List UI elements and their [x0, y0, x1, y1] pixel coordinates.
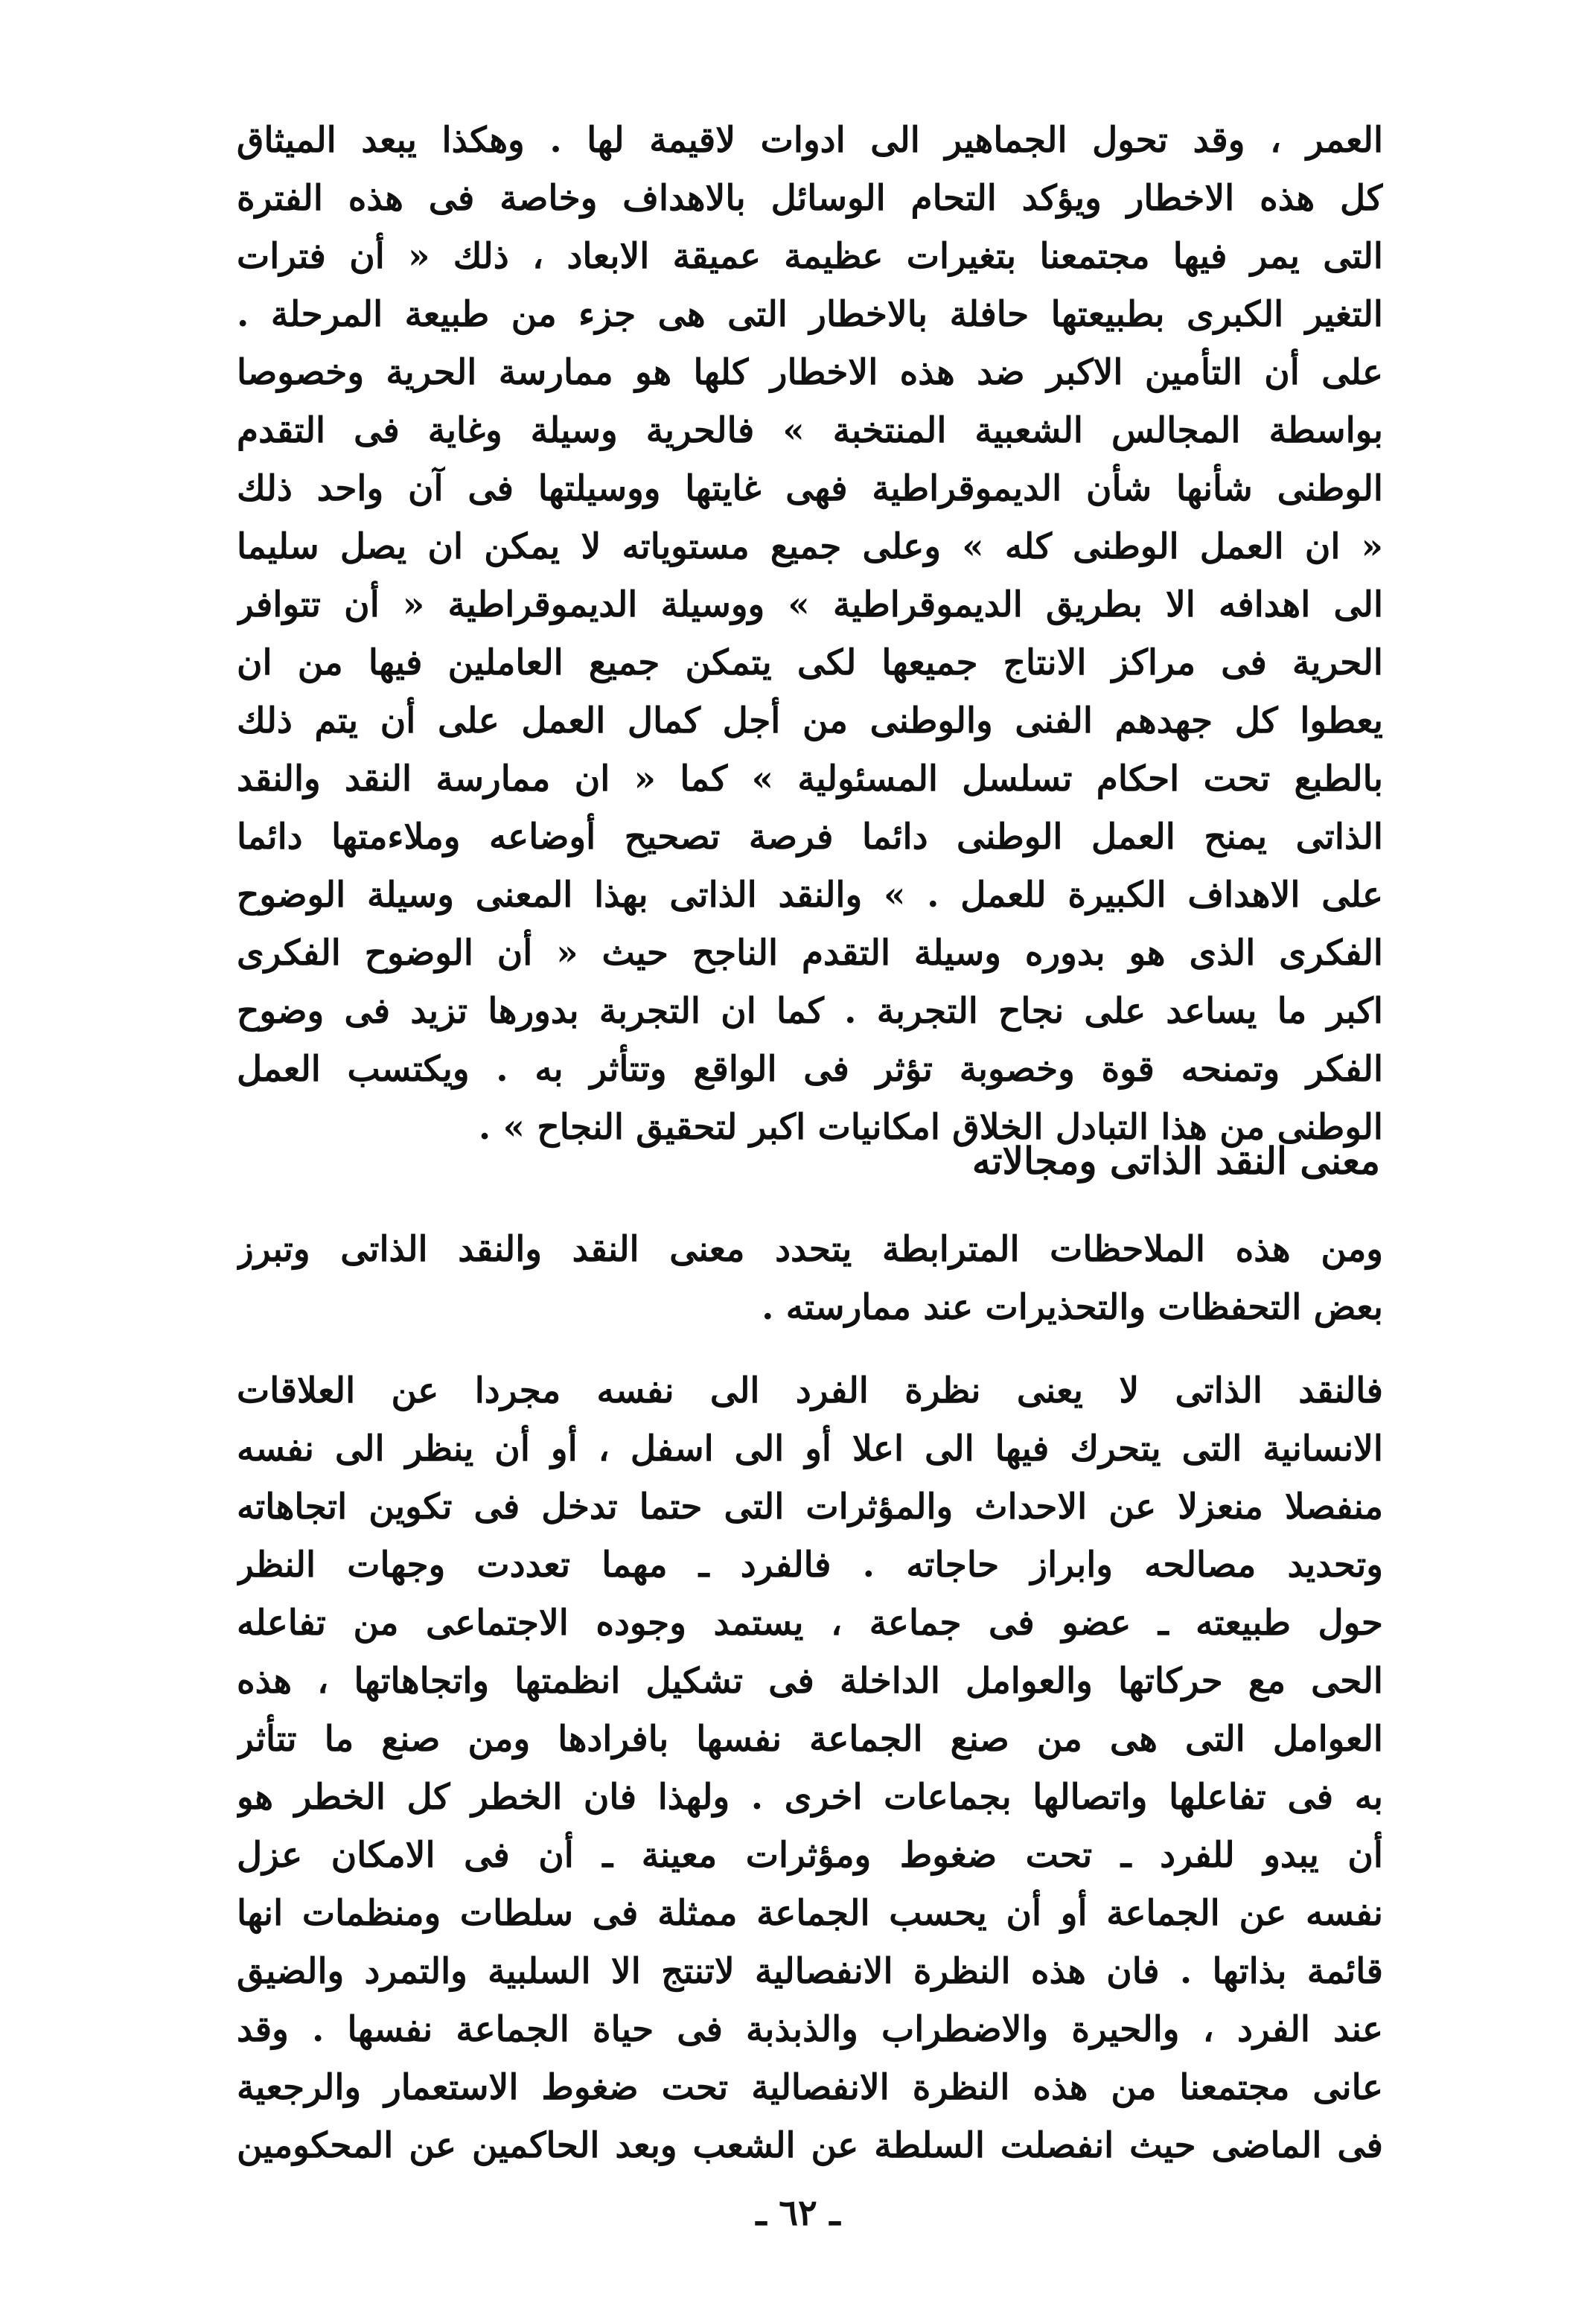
text-line: قائمة بذاتها . فان هذه النظرة الانفصالية لاتنتج الا السلبية والتمرد والضيق [237, 1951, 1383, 1992]
text-line: الفكر وتمنحه قوة وخصوبة تؤثر فى الواقع وتتأثر به . ويكتسب العمل [237, 1049, 1383, 1090]
text-line: العمر ، وقد تحول الجماهير الى ادوات لاقيمة لها . وهكذا يبعد الميثاق [237, 120, 1383, 161]
text-line: فى الماضى حيث انفصلت السلطة عن الشعب وبعد الحاكمين عن المحكومين [237, 2125, 1383, 2166]
text-line: كل هذه الاخطار ويؤكد التحام الوسائل بالاهداف وخاصة فى هذه الفترة [237, 178, 1383, 219]
text-line: العوامل التى هى من صنع الجماعة نفسها بافرادها ومن صنع ما تتأثر [237, 1719, 1383, 1760]
text-line: الوطنى شأنها شأن الديموقراطية فهى غايتها ووسيلتها فى آن واحد ذلك [237, 468, 1383, 509]
paragraph-middle [237, 1221, 1383, 1337]
text-line: الوطنى من هذا التبادل الخلاق امكانيات اكبر لتحقيق النجاح » . [478, 1107, 1383, 1148]
text-line: التغير الكبرى بطبيعتها حافلة بالاخطار التى هى جزء من طبيعة المرحلة . [237, 294, 1383, 335]
text-line: التى يمر فيها مجتمعنا بتغيرات عظيمة عميقة الابعاد ، ذلك « أن فترات [237, 236, 1383, 277]
text-line: منفصلا منعزلا عن الاحداث والمؤثرات التى حتما تدخل فى تكوين اتجاهاته [237, 1486, 1383, 1527]
text-line: وتحديد مصالحه وابراز حاجاته . فالفرد ـ مهما تعددت وجهات النظر [237, 1545, 1383, 1585]
text-line: الانسانية التى يتحرك فيها الى اعلا أو الى اسفل ، أو أن ينظر الى نفسه [237, 1428, 1383, 1469]
text-line: به فى تفاعلها واتصالها بجماعات اخرى . ولهذا فان الخطر كل الخطر هو [237, 1777, 1383, 1818]
text-line: الحرية فى مراكز الانتاج جميعها لكى يتمكن جميع العاملين فيها من ان [237, 642, 1383, 683]
text-line: الذاتى يمنح العمل الوطنى دائما فرصة تصحيح أوضاعه وملاءمتها دائما [237, 817, 1383, 858]
text-line: اكبر ما يساعد على نجاح التجربة . كما ان التجربة بدورها تزيد فى وضوح [237, 991, 1383, 1032]
text-line: عانى مجتمعنا من هذه النظرة الانفصالية تحت ضغوط الاستعمار والرجعية [237, 2067, 1383, 2108]
text-line: الفكرى الذى هو بدوره وسيلة التقدم الناجح حيث « أن الوضوح الفكرى [237, 933, 1383, 974]
paragraph-bottom [237, 1362, 1383, 2175]
text-line: « ان العمل الوطنى كله » وعلى جميع مستوياته لا يمكن ان يصل سليما [237, 526, 1383, 567]
text-line: الى اهدافه الا بطريق الديموقراطية » ووسيلة الديموقراطية « أن تتوافر [237, 584, 1383, 625]
section-heading: معنى النقد الذاتى ومجالاته [971, 1139, 1380, 1183]
text-line: بواسطة المجالس الشعبية المنتخبة » فالحرية وسيلة وغاية فى التقدم [237, 410, 1383, 451]
text-line: حول طبيعته ـ عضو فى جماعة ، يستمد وجوده الاجتماعى من تفاعله [237, 1603, 1383, 1644]
text-line: على أن التأمين الاكبر ضد هذه الاخطار كلها هو ممارسة الحرية وخصوصا [237, 352, 1383, 393]
text-line: بالطبع تحت احكام تسلسل المسئولية » كما « ان ممارسة النقد والنقد [237, 759, 1383, 799]
text-line: عند الفرد ، والحيرة والاضطراب والذبذبة فى حياة الجماعة نفسها . وقد [237, 2009, 1383, 2050]
text-line: أن يبدو للفرد ـ تحت ضغوط ومؤثرات معينة ـ أن فى الامكان عزل [237, 1835, 1383, 1876]
text-line: نفسه عن الجماعة أو أن يحسب الجماعة ممثلة فى سلطات ومنظمات انها [237, 1893, 1383, 1934]
text-line: الحى مع حركاتها والعوامل الداخلة فى تشكيل انظمتها واتجاهاتها ، هذه [237, 1661, 1383, 1702]
paragraph-top [237, 112, 1383, 1157]
text-line: يعطوا كل جهدهم الفنى والوطنى من أجل كمال العمل على أن يتم ذلك [237, 700, 1383, 741]
text-line: على الاهداف الكبيرة للعمل . » والنقد الذاتى بهذا المعنى وسيلة الوضوح [237, 875, 1383, 916]
text-line: ومن هذه الملاحظات المترابطة يتحدد معنى النقد والنقد الذاتى وتبرز [237, 1229, 1383, 1270]
text-line: بعض التحفظات والتحذيرات عند ممارسته . [762, 1287, 1383, 1328]
text-line: فالنقد الذاتى لا يعنى نظرة الفرد الى نفسه مجردا عن العلاقات [237, 1370, 1383, 1411]
page-number: ـ ٦٢ ـ [756, 2192, 840, 2234]
